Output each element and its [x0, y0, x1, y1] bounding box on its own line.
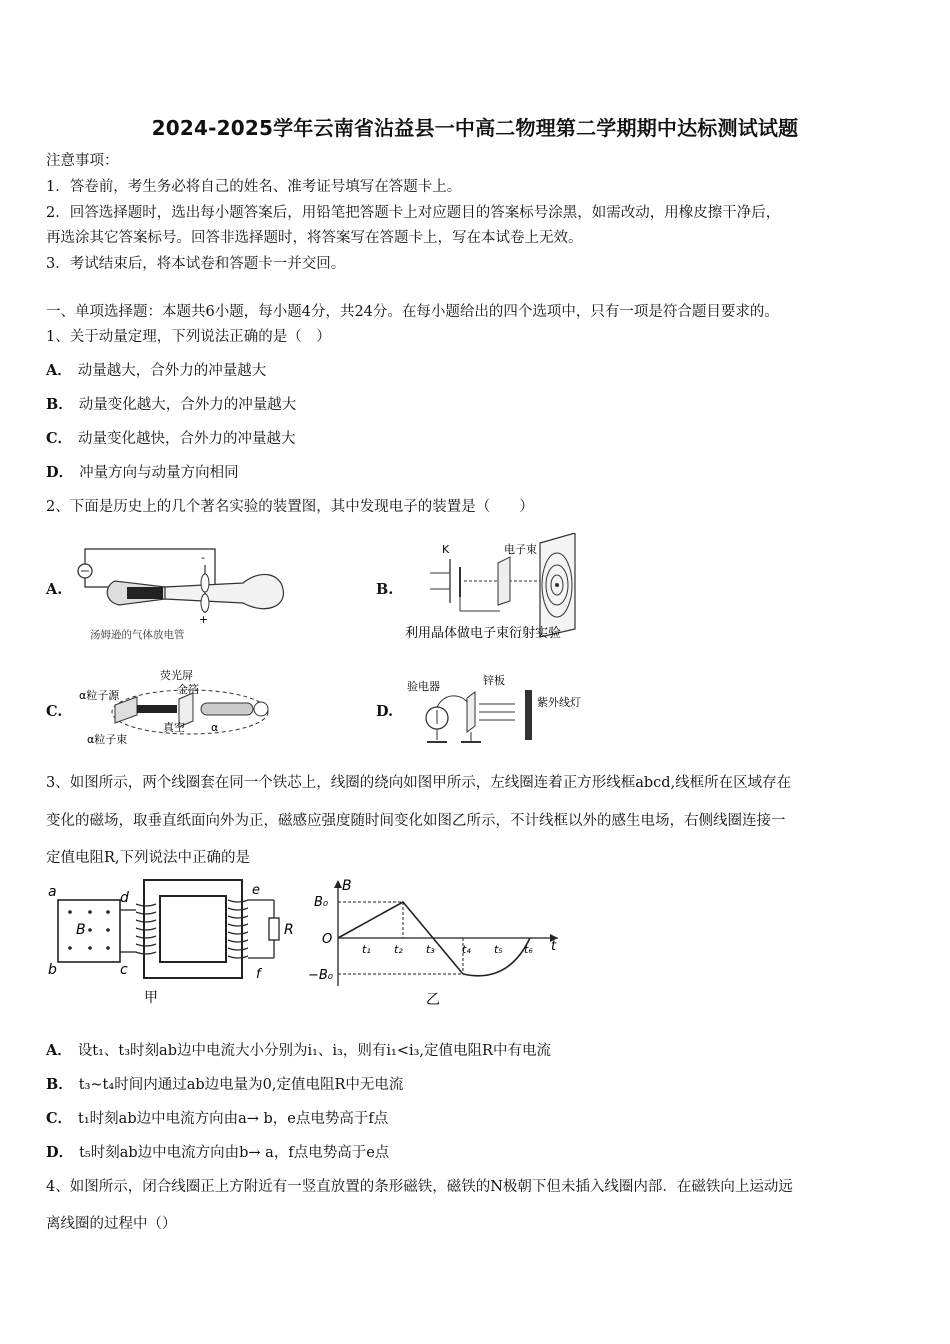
q1-stem: 1、关于动量定理，下列说法正确的是（ ） [46, 329, 331, 345]
corner-b: b [48, 962, 57, 978]
beam-label: α粒子束 [87, 733, 128, 746]
corner-a: a [48, 884, 57, 900]
q1-option-b [46, 395, 296, 415]
option-text: t₁时刻ab边中电流方向由a→ b，e点电势高于f点 [78, 1111, 389, 1127]
q4-stem-line-2: 离线圈的过程中（） [46, 1216, 177, 1232]
uv-lamp-label: 紫外线灯 [537, 696, 581, 709]
q2-label-a: A. [46, 581, 63, 598]
option-label: B． [46, 1076, 73, 1093]
option-text: 动量变化越快，合外力的冲量越大 [78, 431, 296, 447]
option-text: 动量越大，合外力的冲量越大 [77, 363, 267, 379]
q3-option-b [46, 1075, 403, 1095]
tick-t2: t₂ [394, 943, 403, 956]
section-heading: 一、单项选择题：本题共6小题，每小题4分，共24分。在每小题给出的四个选项中，只有一项是符合题目要求的。 [46, 304, 779, 320]
q3-option-c [46, 1109, 388, 1129]
tick-t4: t₄ [462, 943, 471, 956]
q2-label-d: D. [376, 703, 394, 720]
q3-stem-line-3: 定值电阻R,下列说法中正确的是 [46, 850, 251, 866]
b-t-graph [308, 876, 566, 1012]
q2-label-b: B. [376, 581, 394, 598]
vacuum-label: 真空 [163, 721, 185, 734]
photoelectric-figure [405, 672, 605, 752]
notice-item-2: 2．回答选择题时，选出每小题答案后，用铅笔把答题卡上对应题目的答案标号涂黑，如需改动，用橡皮擦干净后， [46, 205, 781, 221]
q2-stem: 2、下面是历史上的几个著名实验的装置图，其中发现电子的装置是（ ） [46, 499, 534, 515]
axis-t-label: t [551, 939, 557, 954]
option-label: D． [46, 464, 74, 481]
option-text: 动量变化越大，合外力的冲量越大 [78, 397, 297, 413]
option-text: 设t₁、t₃时刻ab边中电流大小分别为i₁、i₃，则有i₁<i₃,定值电阻R中有电流 [77, 1043, 551, 1059]
option-label: C． [46, 430, 73, 447]
option-label: A． [46, 1042, 72, 1059]
q3-stem-line-2: 变化的磁场，取垂直纸面向外为正，磁感应强度随时间变化如图乙所示，不计线框以外的感生电场，右侧线圈连接一 [46, 813, 786, 829]
figure-yi-label: 乙 [426, 992, 440, 1008]
figure-caption: 汤姆逊的气体放电管 [90, 629, 185, 641]
option-label: C． [46, 1110, 73, 1127]
q4-stem-line-1: 4、如图所示，闭合线圈正上方附近有一竖直放置的条形磁铁，磁铁的N极朝下但未插入线圈内部．在磁铁向上运动远 [46, 1179, 793, 1195]
axis-b-label: B [342, 878, 352, 894]
b0-label: B₀ [314, 895, 329, 910]
option-text: t₅时刻ab边中电流方向由b→ a，f点电势高于e点 [79, 1145, 390, 1161]
q1-option-d [46, 463, 239, 483]
alpha-label: α [211, 721, 219, 734]
option-label: A． [46, 362, 72, 379]
notice-item-2-cont: 再选涂其它答案标号。回答非选择题时，将答案写在答题卡上，写在本试卷上无效。 [46, 230, 583, 246]
resistor-r-label: R [284, 922, 294, 938]
plus-sign: + [199, 613, 209, 626]
tick-t6: t₆ [524, 943, 533, 956]
origin-label: O [322, 932, 333, 947]
q3-option-a [46, 1041, 551, 1061]
notice-item-3: 3．考试结束后，将本试卷和答题卡一并交回。 [46, 256, 346, 272]
option-text: t₃~t₄时间内通过ab边电量为0,定值电阻R中无电流 [78, 1077, 404, 1093]
screen-label: 荧光屏 [160, 669, 193, 682]
q3-stem-line-1: 3、如图所示，两个线圈套在同一个铁芯上，线圈的绕向如图甲所示，左线圈连着正方形线框abcd,线框所在区域存在 [46, 775, 792, 791]
neg-b0-label: −B₀ [308, 968, 334, 983]
figure-caption: 利用晶体做电子束衍射实验 [405, 626, 562, 641]
tick-t1: t₁ [362, 943, 371, 956]
zinc-plate-label: 锌板 [483, 674, 505, 687]
q1-option-a [46, 361, 266, 381]
coil-circuit-figure [46, 878, 301, 1010]
point-e: e [252, 883, 260, 898]
figure-jia-label: 甲 [144, 990, 158, 1006]
page-title: 2024-2025学年云南省沾益县一中高二物理第二学期期中达标测试试题 [151, 116, 799, 140]
cathode-k-label: K [442, 543, 450, 556]
alpha-scattering-figure [75, 667, 280, 747]
q2-label-c: C. [46, 703, 63, 720]
option-label: D． [46, 1144, 74, 1161]
corner-c: c [120, 962, 128, 978]
corner-d: d [120, 890, 129, 906]
minus-sign: - [201, 551, 205, 564]
field-b-label: B [76, 922, 86, 938]
option-text: 冲量方向与动量方向相同 [79, 465, 239, 481]
source-label: α粒子源 [79, 689, 120, 702]
notice-item-1: 1．答卷前，考生务必将自己的姓名、准考证号填写在答题卡上。 [46, 179, 462, 195]
point-f: f [256, 967, 261, 982]
notice-heading: 注意事项： [46, 153, 119, 169]
tick-t5: t₅ [494, 943, 503, 956]
tick-t3: t₃ [426, 943, 435, 956]
q3-option-d [46, 1143, 389, 1163]
option-label: B． [46, 396, 73, 413]
electron-beam-label: 电子束 [504, 543, 537, 556]
electroscope-label: 验电器 [407, 680, 440, 693]
electron-diffraction-figure [400, 533, 605, 643]
foil-label: 金箔 [177, 683, 199, 696]
q1-option-c [46, 429, 296, 449]
thomson-tube-figure [75, 543, 305, 643]
